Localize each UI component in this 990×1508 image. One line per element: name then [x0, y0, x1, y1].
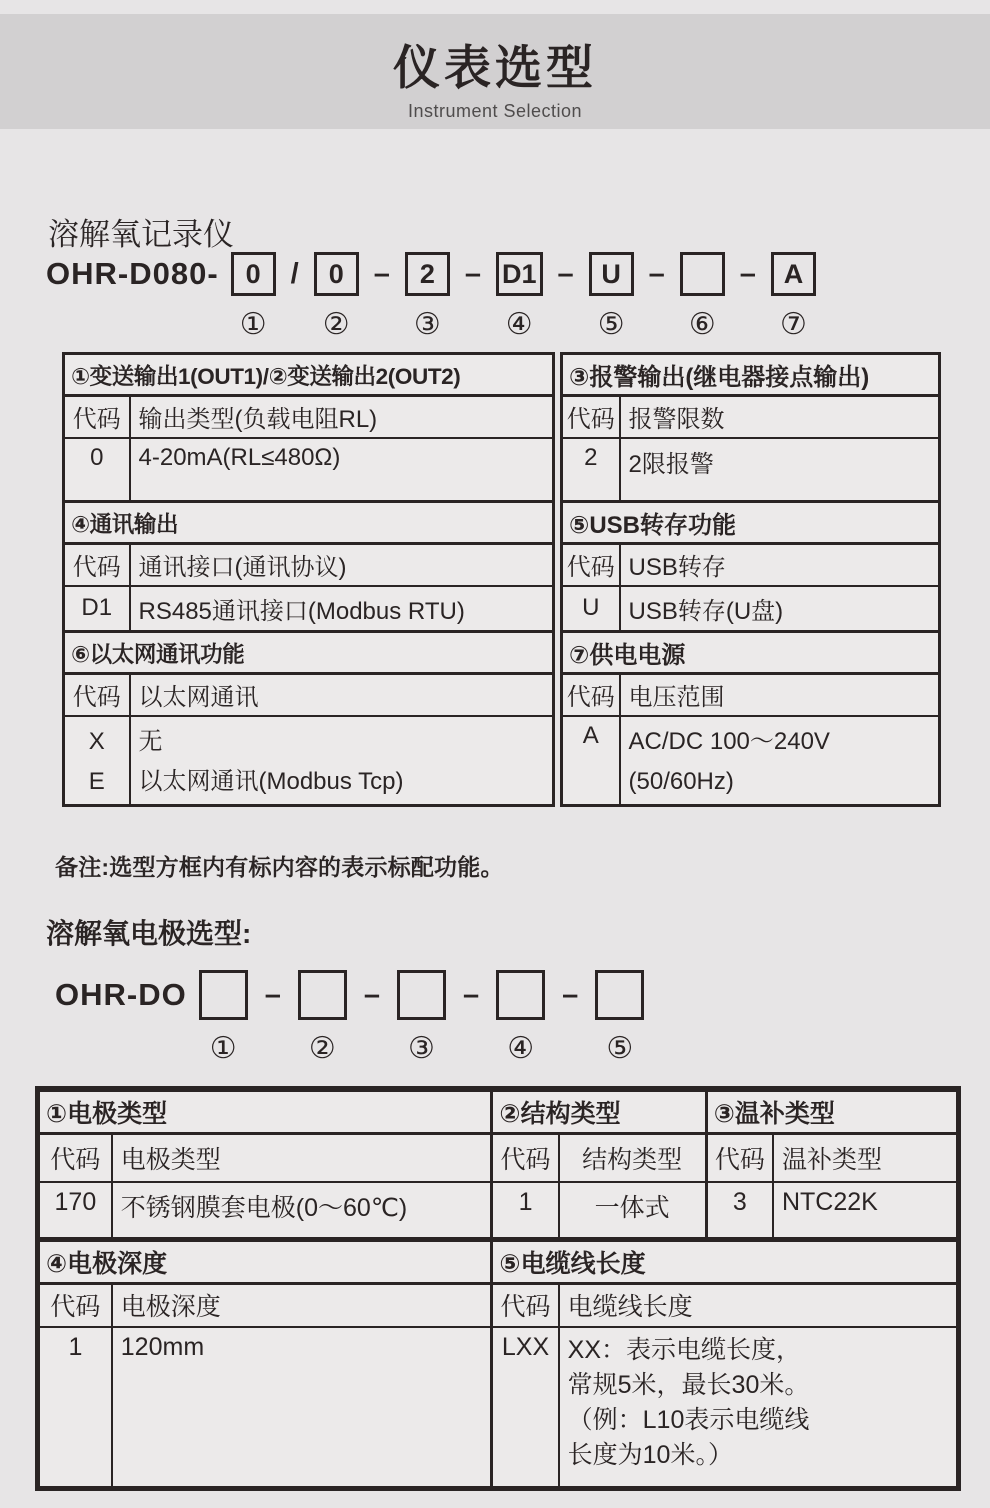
electrode-model-prefix: OHR-DO — [55, 977, 187, 1012]
recorder-options-table-right — [560, 352, 941, 807]
code-column-label: 代码 — [492, 1134, 559, 1182]
page-subtitle: Instrument Selection — [407, 101, 583, 121]
code-box-5: U — [589, 252, 634, 296]
electrode-model-code-row — [55, 970, 644, 1065]
separator-dash: – — [264, 979, 281, 1011]
section-header-cable-length: ⑤电缆线长度 — [492, 1240, 957, 1283]
recorder-options-tables — [62, 352, 941, 807]
column-label: 结构类型 — [559, 1134, 707, 1182]
option-code: 3 — [706, 1182, 773, 1238]
section-header-structure-type: ②结构类型 — [492, 1091, 706, 1134]
model-code-unit — [231, 252, 276, 341]
option-values: 无 以太网通讯(Modbus Tcp) — [130, 716, 554, 806]
circled-number-2: ② — [322, 308, 350, 341]
code-box-6-empty — [680, 252, 725, 296]
section-header-power: ⑦供电电源 — [562, 632, 940, 674]
column-label: 以太网通讯 — [130, 674, 554, 716]
column-label: 报警限数 — [620, 396, 940, 438]
option-code: 170 — [39, 1182, 112, 1238]
electrode-box-2-empty — [298, 970, 347, 1020]
separator-dash: – — [557, 258, 574, 290]
separator-dash: – — [739, 258, 756, 290]
option-value: RS485通讯接口(Modbus RTU) — [130, 586, 554, 632]
circled-number-1: ① — [239, 308, 267, 341]
code-column-label: 代码 — [39, 1283, 112, 1327]
column-label: 通讯接口(通讯协议) — [130, 544, 554, 586]
electrode-options-table-top — [38, 1089, 958, 1239]
code-column-label: 代码 — [64, 544, 130, 586]
model-code-unit — [496, 252, 543, 341]
code-box-4: D1 — [496, 252, 543, 296]
column-label: 电压范围 — [620, 674, 940, 716]
option-code: 2 — [562, 438, 620, 502]
circled-number-7: ⑦ — [779, 308, 807, 341]
note-text: 备注:选型方框内有标内容的表示标配功能。 — [55, 854, 504, 880]
separator-dash: – — [363, 979, 380, 1011]
model-code-unit — [496, 970, 545, 1065]
option-value: 4-20mA(RL≤480Ω) — [130, 438, 554, 502]
model-code-unit — [397, 970, 446, 1065]
section-header-electrode-depth: ④电极深度 — [39, 1240, 492, 1283]
circled-number-3: ③ — [408, 1032, 435, 1065]
model-code-unit — [771, 252, 816, 341]
separator-slash: / — [290, 258, 299, 290]
page-title: 仪表选型 — [393, 41, 597, 94]
separator-dash: – — [463, 979, 480, 1011]
electrode-section-heading: 溶解氧电极选型: — [46, 918, 252, 949]
section-header-temp-comp-type: ③温补类型 — [706, 1091, 957, 1134]
electrode-box-1-empty — [199, 970, 248, 1020]
column-label: 电缆线长度 — [559, 1283, 957, 1327]
option-values: AC/DC 100～240V (50/60Hz) — [620, 716, 940, 806]
separator-dash: – — [648, 258, 665, 290]
code-column-label: 代码 — [562, 396, 620, 438]
circled-number-2: ② — [308, 1032, 336, 1065]
code-column-label: 代码 — [562, 674, 620, 716]
option-value: NTC22K — [773, 1182, 957, 1238]
recorder-model-code-row — [46, 252, 816, 341]
option-codes: X E — [64, 716, 130, 806]
model-code-unit — [314, 252, 359, 341]
model-code-unit — [680, 252, 725, 341]
separator-dash: – — [464, 258, 481, 290]
section-header-electrode-type: ①电极类型 — [39, 1091, 492, 1134]
electrode-box-4-empty — [496, 970, 545, 1020]
circled-number-5: ⑤ — [606, 1032, 634, 1065]
section-header-out12: ①变送输出1(OUT1)/②变送输出2(OUT2) — [64, 354, 554, 396]
option-value: 120mm — [112, 1327, 492, 1487]
option-value: USB转存(U盘) — [620, 586, 940, 632]
option-value: 2限报警 — [620, 438, 940, 502]
option-value: 一体式 — [559, 1182, 707, 1238]
title-band — [0, 14, 990, 129]
model-code-unit — [589, 252, 634, 341]
separator-dash: – — [562, 979, 579, 1011]
option-code: U — [562, 586, 620, 632]
code-column-label: 代码 — [64, 396, 130, 438]
section-header-comm: ④通讯输出 — [64, 502, 554, 544]
column-label: USB转存 — [620, 544, 940, 586]
code-column-label: 代码 — [492, 1283, 559, 1327]
code-box-2: 0 — [314, 252, 359, 296]
separator-dash: – — [373, 258, 390, 290]
electrode-options-tables — [35, 1086, 961, 1491]
model-code-unit — [298, 970, 347, 1065]
circled-number-1: ① — [209, 1032, 237, 1065]
option-code: 1 — [39, 1327, 112, 1487]
electrode-box-3-empty — [397, 970, 446, 1020]
column-label: 温补类型 — [773, 1134, 957, 1182]
electrode-box-5-empty — [595, 970, 644, 1020]
model-code-unit — [595, 970, 644, 1065]
circled-number-3: ③ — [413, 308, 441, 341]
code-box-7: A — [771, 252, 816, 296]
option-code: 1 — [492, 1182, 559, 1238]
section-header-ethernet: ⑥以太网通讯功能 — [64, 632, 554, 674]
option-code: A — [562, 716, 620, 806]
recorder-options-table-left — [62, 352, 555, 807]
section-header-usb: ⑤USB转存功能 — [562, 502, 940, 544]
code-column-label: 代码 — [39, 1134, 112, 1182]
cable-length-description: XX：表示电缆长度， 常规5米，最长30米。 （例：L10表示电缆线 长度为10米。） — [559, 1327, 957, 1487]
section-header-alarm: ③报警输出(继电器接点输出) — [562, 354, 940, 396]
column-label: 输出类型(负载电阻RL) — [130, 396, 554, 438]
model-code-unit — [405, 252, 450, 341]
recorder-model-prefix: OHR-D080- — [46, 256, 219, 291]
option-code: LXX — [492, 1327, 559, 1487]
recorder-section-heading: 溶解氧记录仪 — [48, 217, 234, 252]
model-code-unit — [199, 970, 248, 1065]
code-box-3: 2 — [405, 252, 450, 296]
circled-number-4: ④ — [505, 308, 533, 341]
electrode-options-table-bottom — [38, 1239, 958, 1489]
column-label: 电极类型 — [112, 1134, 492, 1182]
option-code: 0 — [64, 438, 130, 502]
column-label: 电极深度 — [112, 1283, 492, 1327]
code-column-label: 代码 — [706, 1134, 773, 1182]
circled-number-4: ④ — [507, 1032, 535, 1065]
code-column-label: 代码 — [64, 674, 130, 716]
option-value: 不锈钢膜套电极(0～60℃) — [112, 1182, 492, 1238]
circled-number-6: ⑥ — [688, 308, 716, 341]
code-column-label: 代码 — [562, 544, 620, 586]
code-box-1: 0 — [231, 252, 276, 296]
circled-number-5: ⑤ — [597, 308, 625, 341]
option-code: D1 — [64, 586, 130, 632]
